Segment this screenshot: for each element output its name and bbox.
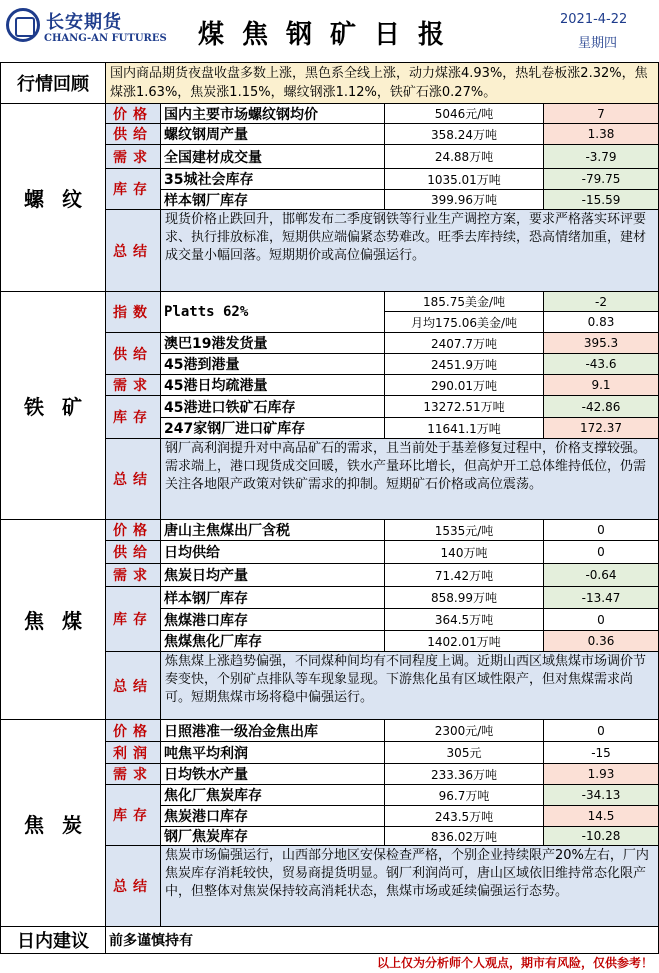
rebar-change-demand: -3.79 [543,144,659,169]
ore-change-shipments: 395.3 [543,332,659,354]
coal-value-inv-mill: 858.99万吨 [384,586,544,609]
rebar-value-supply: 358.24万吨 [384,123,544,145]
coal-item-inv-mill: 样本钢厂库存 [160,586,385,609]
rebar-cat-supply: 供给 [105,123,161,145]
coke-value-profit: 305元 [384,741,544,764]
report-weekday: 星期四 [578,36,618,51]
coal-change-supply: 0 [543,540,659,564]
coal-value-inv-coking: 1402.01万吨 [384,630,544,652]
coal-item-supply: 日均供给 [160,540,385,564]
coke-cat-inventory: 库存 [105,784,161,846]
ore-cat-index: 指数 [105,291,161,333]
rebar-change-inv-social: -79.75 [543,168,659,190]
coke-value-price: 2300元/吨 [384,719,544,742]
coke-cat-price: 价格 [105,719,161,742]
ore-summary-label: 总结 [105,438,161,520]
coal-change-inv-mill: -13.47 [543,586,659,609]
review-text: 国内商品期货夜盘收盘多数上涨，黑色系全线上涨，动力煤涨4.93%，热轧卷板涨2.32%，焦煤涨1.63%，焦炭涨1.15%，螺纹钢涨1.12%，铁矿石涨0.27%。 [105,62,659,104]
rebar-change-supply: 1.38 [543,123,659,145]
ore-item-index: Platts 62% [160,291,385,333]
rebar-value-price: 5046元/吨 [384,103,544,124]
coke-summary-label: 总结 [105,845,161,927]
report-title: 煤焦钢矿日报 [197,20,462,50]
coke-change-inv-port: 14.5 [543,805,659,827]
rebar-value-demand: 24.88万吨 [384,144,544,169]
coal-cat-demand: 需求 [105,563,161,587]
coal-value-price: 1535元/吨 [384,519,544,541]
report-date: 2021-4-22 [560,12,628,27]
coal-summary-label: 总结 [105,651,161,720]
disclaimer-footer: 以上仅为分析师个人观点，期市有风险，仅供参考！ [376,956,653,970]
ore-change-arrivals: -43.6 [543,353,659,375]
coal-item-price: 唐山主焦煤出厂含税 [160,519,385,541]
ore-summary-text: 钢厂高利润提升对中高品矿石的需求，且当前处于基差修复过程中，价格支撑较强。需求端上，港口现货成交回暖，铁水产量环比增长，但高炉开工总体维持低位，仍需关注各地限产政策对铁矿需求的抑制。短期矿石价格或高位震荡。 [160,438,659,520]
coal-change-demand: -0.64 [543,563,659,587]
advice-text: 前多谨慎持有 [105,926,659,954]
rebar-item-demand: 全国建材成交量 [160,144,385,169]
ore-item-port-clearance: 45港日均疏港量 [160,374,385,396]
coke-change-inv-coking: -34.13 [543,784,659,806]
ore-item-arrivals: 45港到港量 [160,353,385,375]
coke-change-price: 0 [543,719,659,742]
rebar-cat-inventory: 库存 [105,168,161,210]
coal-change-price: 0 [543,519,659,541]
section-name-coking-coal: 焦煤 [0,519,106,720]
coke-item-inv-port: 焦炭港口库存 [160,805,385,827]
advice-label: 日内建议 [0,926,106,954]
coal-value-supply: 140万吨 [384,540,544,564]
rebar-change-price: 7 [543,103,659,124]
ore-change-port-inv: -42.86 [543,395,659,418]
ore-value-mill-inv: 11641.1万吨 [384,417,544,439]
company-logo-icon [6,8,40,42]
ore-item-mill-inv: 247家钢厂进口矿库存 [160,417,385,439]
ore-value-index-monthly: 月均175.06美金/吨 [384,311,544,333]
report-header [0,0,659,62]
section-name-rebar: 螺纹 [0,103,106,292]
company-name-en: CHANG-AN FUTURES [44,33,167,44]
rebar-value-inv-mill: 399.96万吨 [384,189,544,210]
rebar-item-inv-social: 35城社会库存 [160,168,385,190]
coal-change-inv-coking: 0.36 [543,630,659,652]
review-label: 行情回顾 [0,62,106,104]
ore-value-shipments: 2407.7万吨 [384,332,544,354]
coke-summary-text: 焦炭市场偏强运行，山西部分地区安保检查严格，个别企业持续限产20%左右，厂内焦炭库存消耗较快，贸易商提货明显。钢厂利润尚可，唐山区域依旧维持常态化限产中，但整体对焦炭保持较高消耗状态，焦煤市场或延续偏强运行态势。 [160,845,659,927]
ore-change-mill-inv: 172.37 [543,417,659,439]
coke-cat-demand: 需求 [105,763,161,785]
coal-cat-inventory: 库存 [105,586,161,652]
ore-change-index-spot: -2 [543,291,659,312]
ore-cat-demand: 需求 [105,374,161,396]
rebar-summary-text: 现货价格止跌回升，邯郸发布二季度钢铁等行业生产调控方案，要求严格落实环评要求、执行排放标准，短期供应端偏紧态势难改。旺季去库持续，恐高情绪加重，建材成交量小幅回落。短期期价或高位偏强运行。 [160,209,659,292]
rebar-cat-price: 价格 [105,103,161,124]
coal-item-demand: 焦炭日均产量 [160,563,385,587]
coke-value-inv-coking: 96.7万吨 [384,784,544,806]
coke-item-inv-mill: 钢厂焦炭库存 [160,826,385,846]
coke-value-demand: 233.36万吨 [384,763,544,785]
ore-value-index-spot: 185.75美金/吨 [384,291,544,312]
ore-change-port-clearance: 9.1 [543,374,659,396]
ore-value-port-inv: 13272.51万吨 [384,395,544,418]
ore-item-port-inv: 45港进口铁矿石库存 [160,395,385,418]
rebar-item-price: 国内主要市场螺纹钢均价 [160,103,385,124]
coal-cat-supply: 供给 [105,540,161,564]
section-name-ore: 铁矿 [0,291,106,520]
coal-value-inv-port: 364.5万吨 [384,608,544,631]
coke-item-inv-coking: 焦化厂焦炭库存 [160,784,385,806]
coal-value-demand: 71.42万吨 [384,563,544,587]
coke-change-demand: 1.93 [543,763,659,785]
coal-summary-text: 炼焦煤上涨趋势偏强，不同煤种间均有不同程度上调。近期山西区域焦煤市场调价节奏变快，个别矿点排队等车现象显现。下游焦化虽有区域性限产，但对焦煤需求尚可。短期焦煤市场将稳中偏强运行。 [160,651,659,720]
coke-value-inv-mill: 836.02万吨 [384,826,544,846]
ore-cat-inventory: 库存 [105,395,161,439]
rebar-cat-demand: 需求 [105,144,161,169]
coal-item-inv-port: 焦煤港口库存 [160,608,385,631]
coke-change-profit: -15 [543,741,659,764]
coal-item-inv-coking: 焦煤焦化厂库存 [160,630,385,652]
rebar-item-supply: 螺纹钢周产量 [160,123,385,145]
coke-change-inv-mill: -10.28 [543,826,659,846]
ore-value-arrivals: 2451.9万吨 [384,353,544,375]
rebar-item-inv-mill: 样本钢厂库存 [160,189,385,210]
section-name-coke: 焦炭 [0,719,106,927]
rebar-change-inv-mill: -15.59 [543,189,659,210]
coke-item-profit: 吨焦平均利润 [160,741,385,764]
rebar-value-inv-social: 1035.01万吨 [384,168,544,190]
coke-cat-profit: 利润 [105,741,161,764]
coal-cat-price: 价格 [105,519,161,541]
company-name-cn: 长安期货 [46,12,122,33]
ore-change-index-monthly: 0.83 [543,311,659,333]
coke-item-price: 日照港准一级冶金焦出库 [160,719,385,742]
ore-cat-supply: 供给 [105,332,161,375]
rebar-summary-label: 总结 [105,209,161,292]
coke-value-inv-port: 243.5万吨 [384,805,544,827]
coke-item-demand: 日均铁水产量 [160,763,385,785]
coal-change-inv-port: 0 [543,608,659,631]
ore-item-shipments: 澳巴19港发货量 [160,332,385,354]
ore-value-port-clearance: 290.01万吨 [384,374,544,396]
